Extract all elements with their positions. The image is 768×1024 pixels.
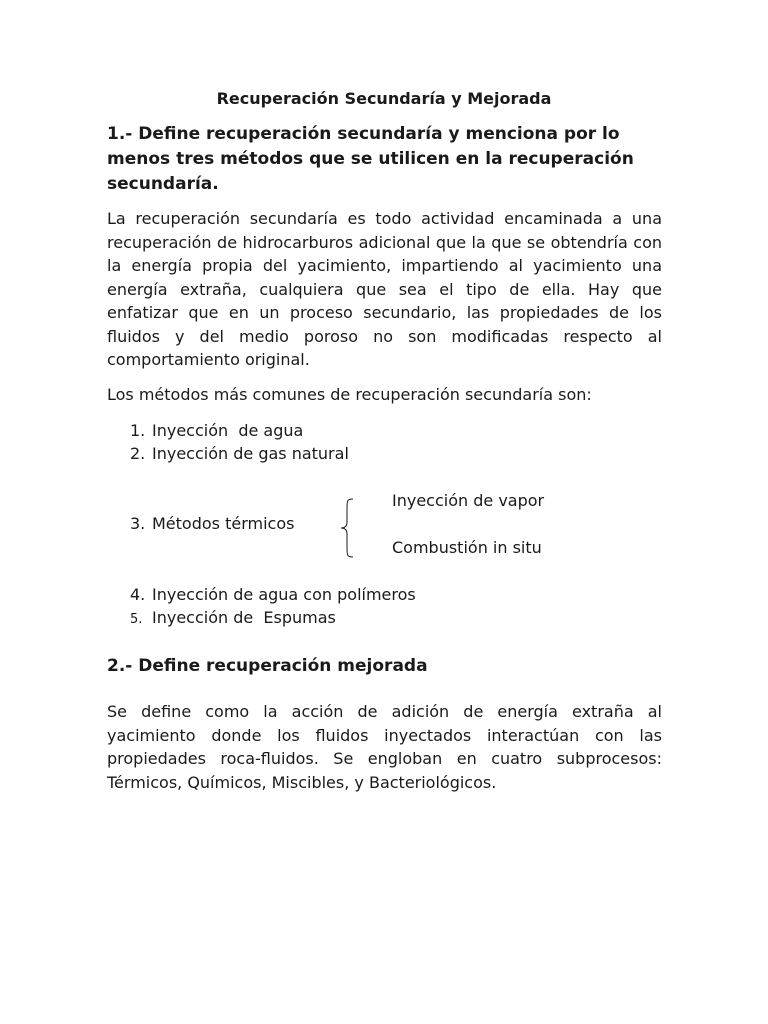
list-item-number: 5.: [130, 612, 143, 627]
list-item: [130, 584, 416, 606]
document-title: Recuperación Secundaría y Mejorada: [216, 89, 552, 108]
sub-item: Inyección de vapor: [392, 491, 545, 510]
list-item-number: 3.: [130, 514, 146, 533]
list-item-number: 2.: [130, 444, 146, 463]
curly-brace-icon: [340, 498, 354, 558]
list-item-label: Inyección de gas natural: [152, 444, 349, 463]
list-item-label: Inyección de agua con polímeros: [152, 585, 416, 604]
list-item: [130, 513, 294, 535]
sub-item: Combustión in situ: [392, 538, 542, 557]
list-item: [130, 443, 349, 465]
list-item-number: 4.: [130, 585, 146, 604]
list-item-label: Métodos térmicos: [152, 514, 295, 533]
list-item-label: Inyección de Espumas: [152, 608, 336, 627]
question-1-heading: 1.- Define recuperación secundaría y menciona por lo menos tres métodos que se utilicen en la recuperación secundaría.: [107, 124, 634, 194]
question-1-paragraph: La recuperación secundaría es todo actividad encaminada a una recuperación de hidrocarburos adicional que la que se obtendría con la energía propia del yacimiento, impartiendo al yacimiento una energía extraña, cualquiera que sea el tipo de ella. Hay que enfatizar que en un proceso secundario, las propiedades de los fluidos y del medio poroso no son modificadas respecto al comportamiento original.: [107, 209, 662, 369]
methods-intro: Los métodos más comunes de recuperación secundaría son:: [107, 385, 592, 404]
question-2-heading: 2.- Define recuperación mejorada: [107, 656, 428, 676]
list-item: [130, 420, 303, 442]
list-item-label: Inyección de agua: [152, 421, 304, 440]
list-item: [130, 607, 336, 631]
question-2-paragraph: Se define como la acción de adición de energía extraña al yacimiento donde los fluidos inyectados interactúan con las propiedades roca-fluidos. Se engloban en cuatro subprocesos: Térmicos, Químicos, Miscibles, y Bacteriológicos.: [107, 702, 662, 792]
list-item-number: 1.: [130, 421, 146, 440]
